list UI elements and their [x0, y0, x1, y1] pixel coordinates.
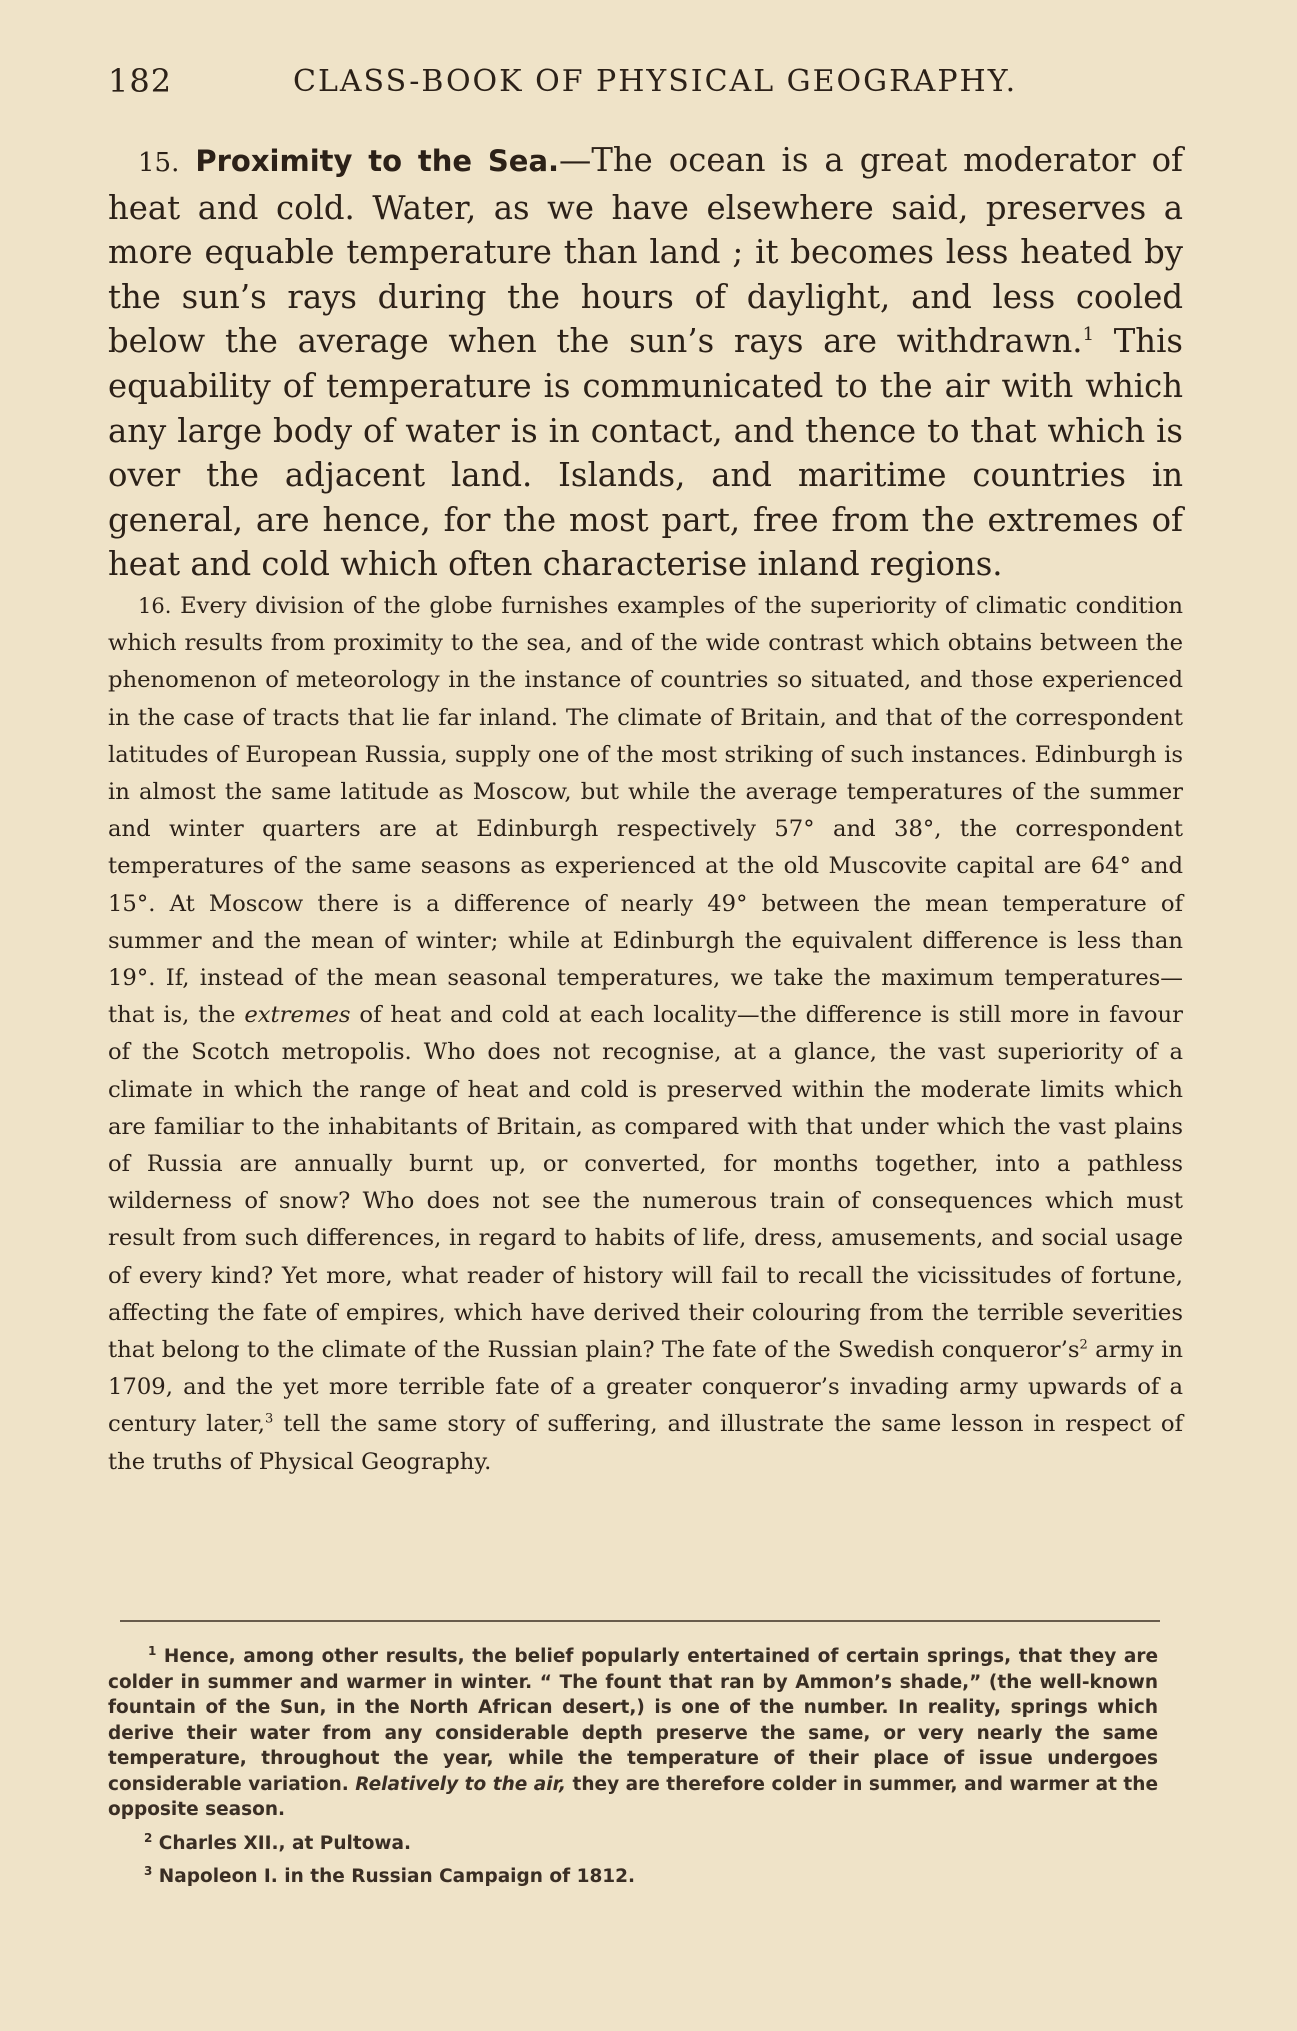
footnote-reference: 2: [1079, 1337, 1088, 1353]
section-number: 15.: [138, 148, 180, 178]
footnote-text: Charles XII., at Pultowa.: [152, 1832, 412, 1854]
footnote-text: Napoleon I. in the Russian Campaign of 1812.: [152, 1866, 636, 1887]
running-head: CLASS-BOOK OF PHYSICAL GEOGRAPHY.: [293, 64, 1018, 99]
footnote-1: [108, 1644, 1158, 1823]
footnote-3: [108, 1864, 1158, 1890]
section-15-text: —The ocean is a great moderator of heat and cold. Water, as we have elsewhere said, preserves a more equable temperature than land ; it becomes less heated by the sun’s rays during the hours of daylight, and less cooled below the average when the sun’s rays are withdrawn.: [108, 141, 1183, 361]
footnote-reference: 1: [1082, 324, 1095, 346]
footnote-text-continued: they are therefore colder in summer, and warmer at the opposite season.: [108, 1773, 1158, 1820]
section-16-text-continued: of heat and cold at each locality—the difference is still more in favour of the Scotch metropolis. Who does not recognise, at a glance, the vast superiority of a climate in which the range of heat and cold is preserved within the moderate limits which are familiar to the inhabitants of Britain, as compared with that under which the vast plains of Russia are annually burnt up, or converted, for months together, into a pathless wilderness of snow? Who does not see the numerous train of consequences which must result from such differences, in regard to habits of life, dress, amusements, and social usage of every kind? Yet more, what reader of history will fail to recall the vicissitudes of fortune, affecting the fate of empires, which have derived their colouring from the terrible severities that belong to the climate of the Russian plain? The fate of the Swedish conqueror’s: [108, 1002, 1183, 1364]
section-16-text: Every division of the globe furnishes examples of the superiority of climatic condition which results from proximity to the sea, and of the wide contrast which obtains between the phenomenon of meteorology in the instance of countries so situated, and those experienced in the case of tracts that lie far inland. The climate of Britain, and that of the correspondent latitudes of European Russia, supply one of the most striking of such instances. Edinburgh is in almost the same latitude as Moscow, but while the average temperatures of the summer and winter quarters are at Edinburgh respectively 57° and 38°, the correspondent temperatures of the same seasons as experienced at the old Muscovite capital are 64° and 15°. At Moscow there is a difference of nearly 49° between the mean temperature of summer and the mean of winter; while at Edinburgh the equivalent difference is less than 19°. If, instead of the mean seasonal temperatures, we take the maximum temperatures—that is, the: [108, 593, 1183, 1029]
section-16-text-end: tell the same story of suffering, and illustrate the same lesson in respect of the truths of Physical Geography.: [108, 1411, 1183, 1475]
footnote-emphasis: Relatively to the air,: [355, 1773, 567, 1795]
footnote-reference: 3: [264, 1411, 274, 1427]
footnote-text: Hence, among other results, the belief popularly entertained of certain springs, that they are colder in summer and warmer in winter. “ The fount that ran by Ammon’s shade,” (the well-known fountain of the Sun, in the North African desert,) is one of the number. In reality, springs which derive their water from any considerable depth preserve the same, or very nearly the same temperature, throughout the year, while the temperature of their place of issue undergoes considerable variation.: [108, 1646, 1158, 1795]
section-15-paragraph: [108, 138, 1183, 587]
footnote-marker: 2: [144, 1830, 153, 1845]
section-15-text-continued: This equability of temperature is communicated to the air with which any large body of water is in contact, and thence to that which is over the adjacent land. Islands, and maritime countries in general, are hence, for the most part, free from the extremes of heat and cold which often characterise inland regions.: [108, 322, 1184, 584]
emphasized-word: extremes: [244, 1002, 351, 1029]
section-number: 16.: [138, 594, 172, 618]
page-header: [108, 62, 1183, 112]
section-16-paragraph: [108, 588, 1183, 1481]
footnote-marker: 3: [144, 1863, 153, 1878]
footnote-marker: 1: [148, 1643, 157, 1658]
page-number: 182: [108, 62, 173, 100]
section-heading: Proximity to the Sea.: [195, 144, 560, 178]
footnotes: [108, 1644, 1158, 1890]
section-16-text-continued: army in 1709, and the yet more terrible fate of a greater conqueror’s invading army upwards of a century later,: [108, 1337, 1183, 1438]
footnote-2: [108, 1831, 1158, 1857]
footnote-divider: [120, 1620, 1160, 1622]
